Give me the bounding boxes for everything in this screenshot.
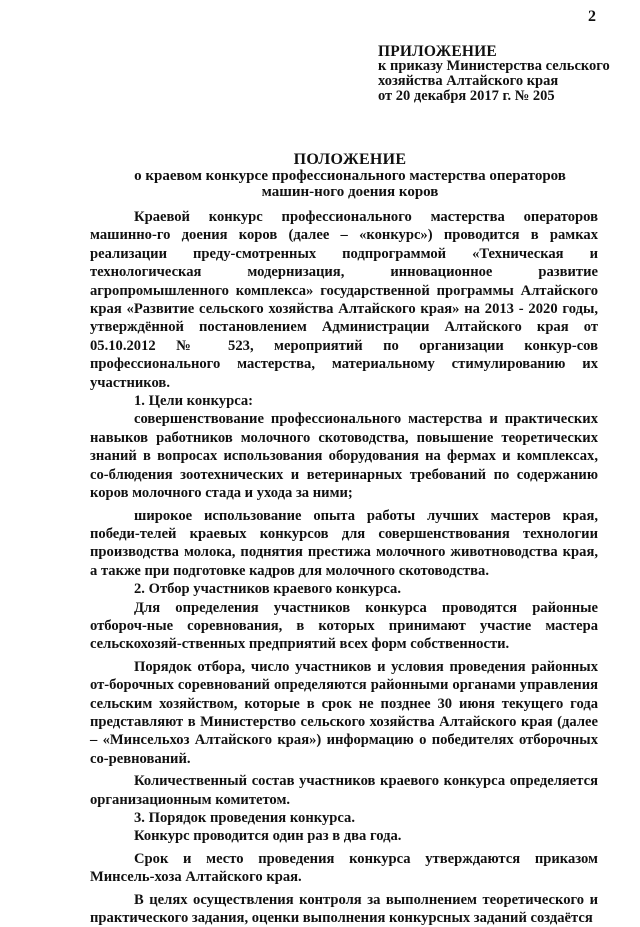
appendix-line-2: хозяйства Алтайского края — [378, 73, 559, 89]
paragraph-procedure-3: В целях осуществления контроля за выполнением теоретического и практического задания, оценки выполнения конкурсных заданий создаётся — [90, 891, 598, 927]
page-number: 2 — [588, 8, 596, 25]
appendix-title: ПРИЛОЖЕНИЕ — [378, 43, 497, 60]
section-heading-goals: 1. Цели конкурса: — [134, 393, 254, 410]
section-heading-procedure: 3. Порядок проведения конкурса. — [134, 810, 355, 826]
appendix-line-3: от 20 декабря 2017 г. № 205 — [378, 88, 555, 104]
heading-title: ПОЛОЖЕНИЕ — [293, 151, 407, 168]
document-heading — [110, 152, 590, 200]
heading-subtitle: о краевом конкурсе профессионального мастерства операторов машин-ного доения коров — [134, 168, 566, 200]
paragraph-selection-2: Порядок отбора, число участников и условия проведения районных от-борочных соревнований определяются районными органами управления сельским хозяйством, которые в срок не позднее 30 июня текущего года представляют в Министерство сельского хозяйства Алтайского края (далее – «Минсельхоз Алтайского края») информацию о победителях отборочных со-ревнований. — [90, 658, 598, 767]
appendix-line-1: к приказу Министерства сельского — [378, 58, 610, 74]
paragraph-intro: Краевой конкурс профессионального мастерства операторов машинно-го доения коров (далее – «конкурс») проводится в рамках реализации преду-смотренных подпрограммой «Техническая и технологическая модернизация, инновационное развитие агропромышленного комплекса» государственной программы Алтайского края «Развитие сельского хозяйства Алтайского края» на 2013 - 2020 годы, утверждённой постановлением Администрации Алтайского края от 05.10.2012 № 523, мероприятий по организации конкур-сов профессионального мастерства, материальному стимулированию их участников. — [90, 209, 598, 391]
document-body — [90, 208, 598, 927]
appendix-block — [378, 44, 628, 104]
paragraph-selection-3: Количественный состав участников краевого конкурса определяется организационным комитетом. — [90, 773, 598, 808]
section-heading-selection: 2. Отбор участников краевого конкурса. — [134, 581, 401, 598]
paragraph-selection-1: Для определения участников конкурса проводятся районные отбороч-ные соревнования, в которых принимают участие мастера сельскохозяй-ственных предприятий всех форм собственности. — [90, 599, 598, 653]
paragraph-goal-1: совершенствование профессионального мастерства и практических навыков работников молочного скотоводства, повышение теоретических знаний в вопросах использования оборудования на фермах и комплексах, со-блюдения зоотехнических и ветеринарных требований по содержанию коров молочного стада и ухода за ними; — [90, 411, 598, 502]
paragraph-procedure-1: Конкурс проводится один раз в два года. — [134, 828, 402, 845]
paragraph-procedure-2: Срок и место проведения конкурса утверждаются приказом Минсель-хоза Алтайского края. — [90, 850, 598, 886]
paragraph-goal-2: широкое использование опыта работы лучших мастеров края, победи-телей краевых конкурсов для совершенствования технологии производства молока, поднятия престижа молочного животноводства края, а также при подготовке кадров для молочного скотоводства. — [90, 507, 598, 579]
